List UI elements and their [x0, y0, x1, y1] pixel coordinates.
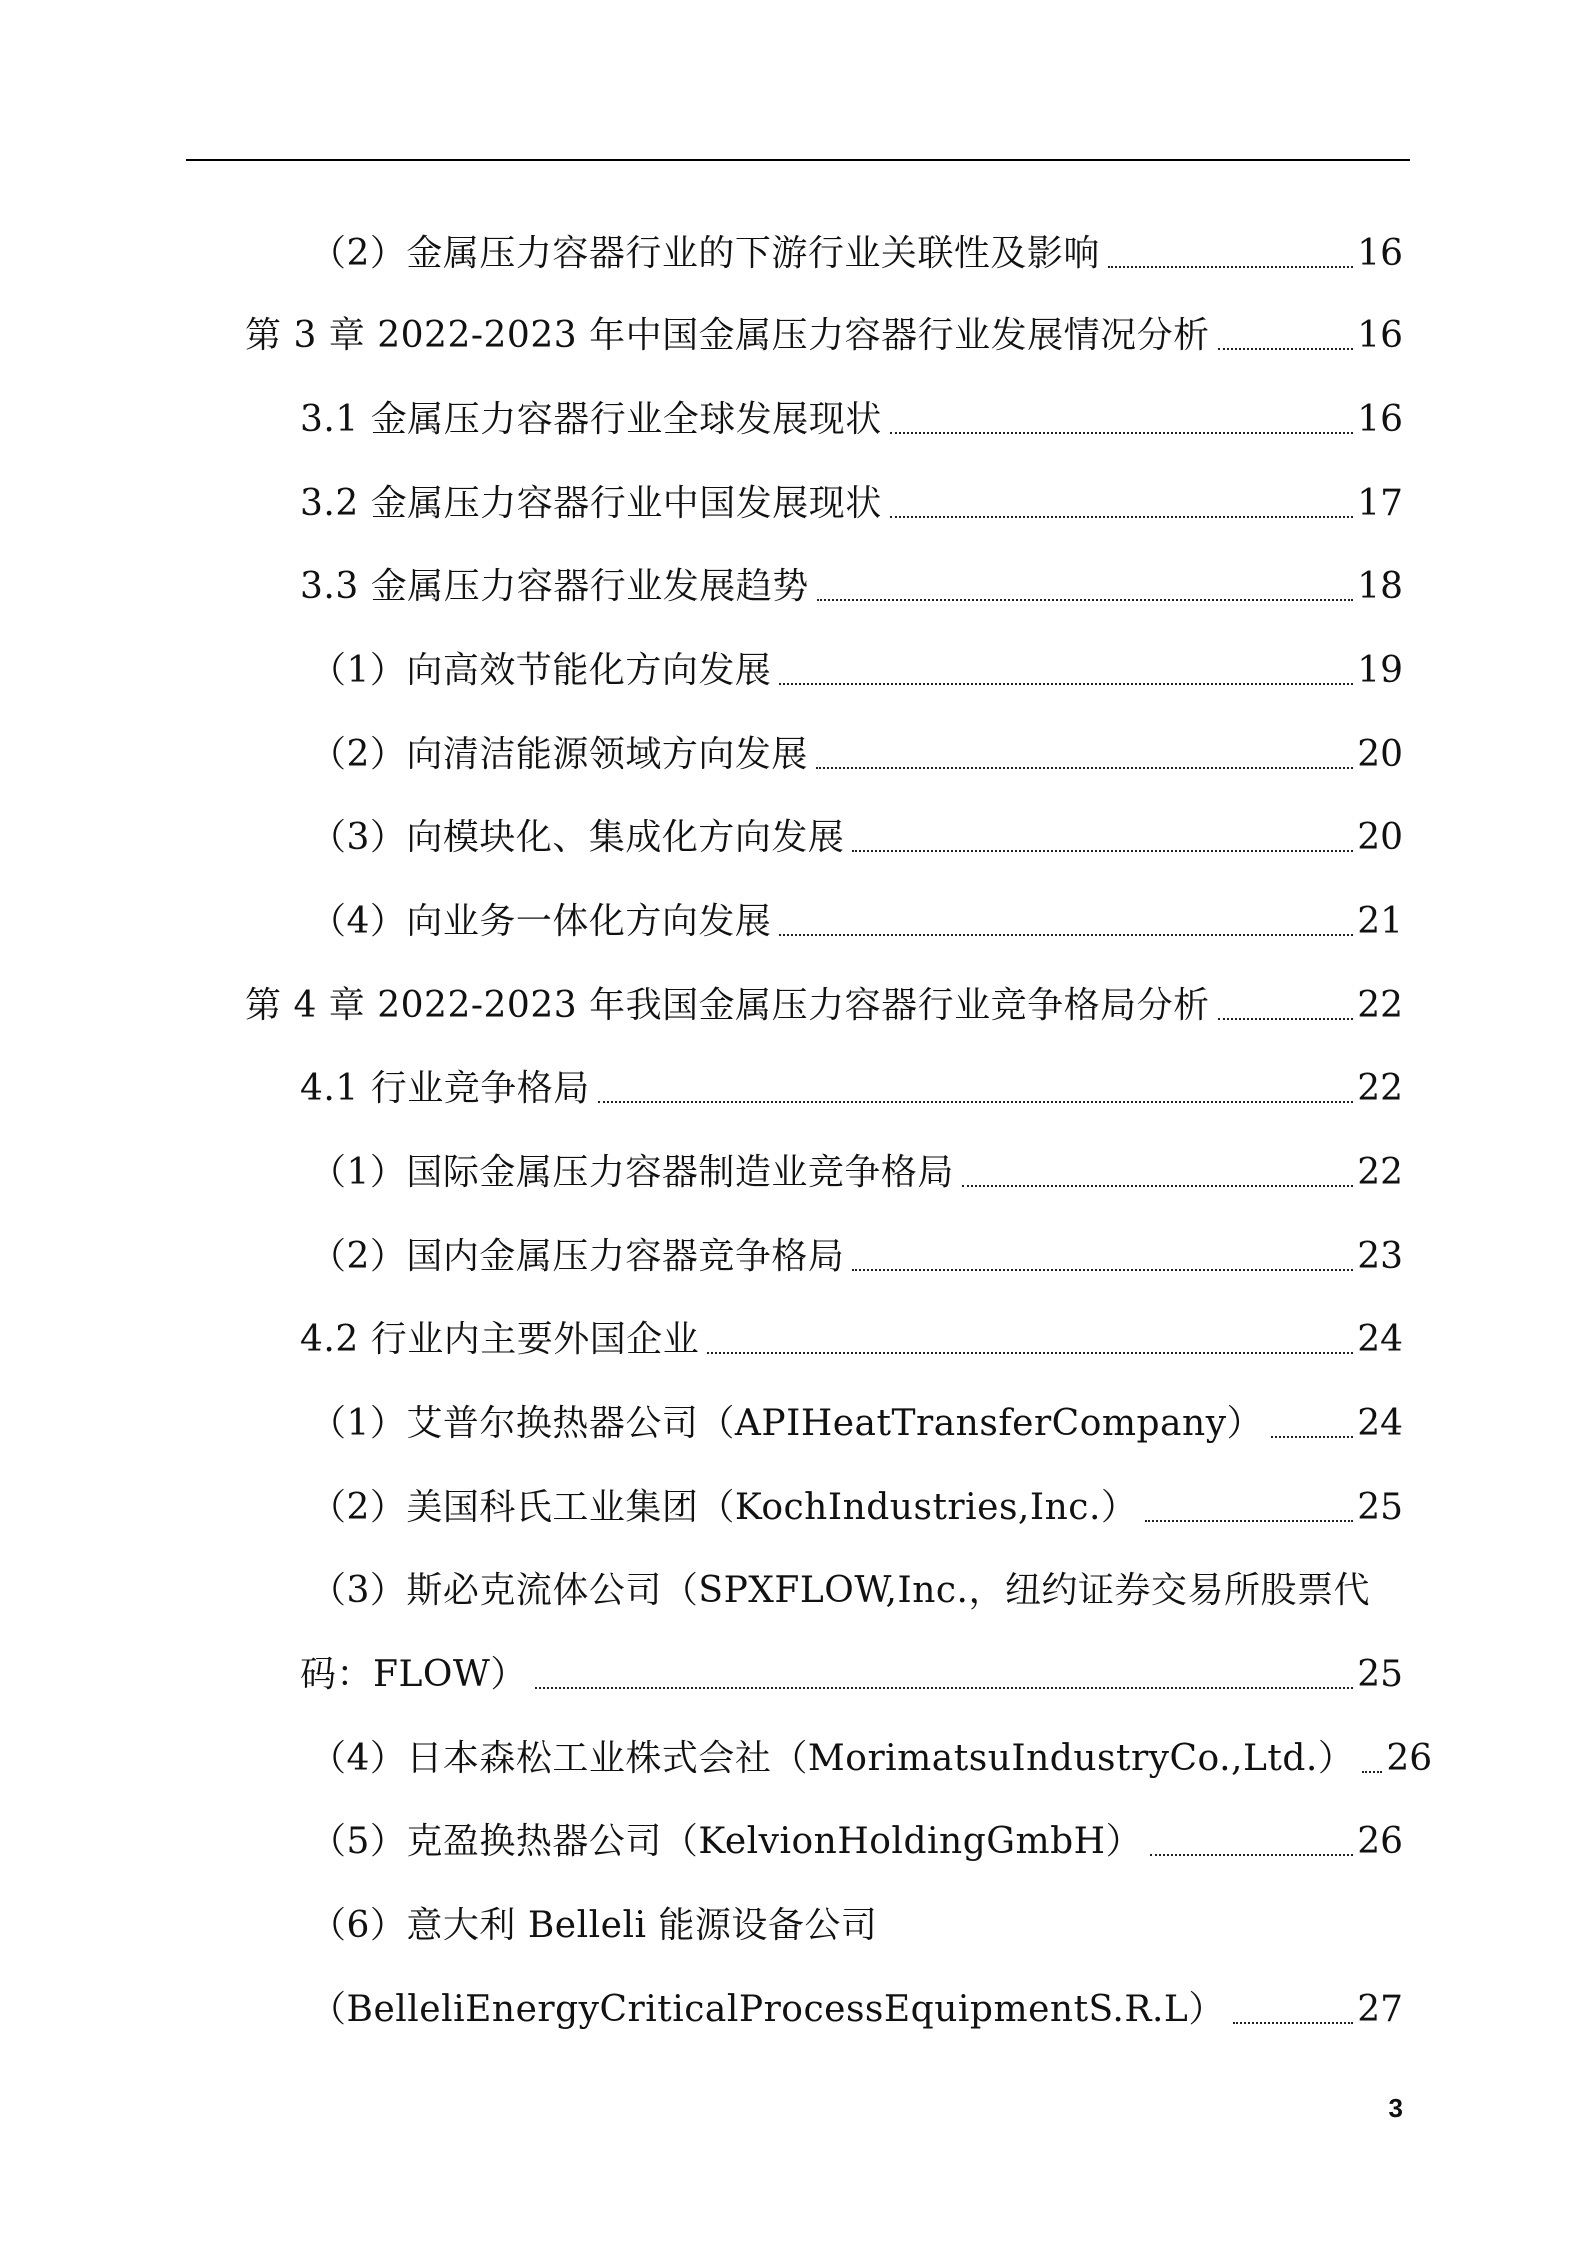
toc-entry-page: 18 — [1357, 566, 1403, 607]
toc-entry[interactable] — [310, 1478, 1403, 1538]
toc-entry-page: 25 — [1357, 1487, 1403, 1528]
toc-entry-title-line[interactable]: （3）斯必克流体公司（SPXFLOW,Inc.，纽约证券交易所股票代 — [310, 1570, 1370, 1611]
toc-entry[interactable] — [310, 1729, 1433, 1789]
toc-dot-leader — [1362, 1771, 1382, 1773]
toc-dot-leader — [535, 1687, 1353, 1689]
toc-entry-page: 16 — [1357, 399, 1403, 440]
toc-dot-leader — [852, 1269, 1353, 1271]
toc-entry[interactable] — [310, 892, 1403, 952]
toc-entry-title: （2）向清洁能源领域方向发展 — [310, 734, 808, 775]
toc-dot-leader — [890, 516, 1353, 518]
toc-dot-leader — [962, 1185, 1353, 1187]
toc-entry-page: 25 — [1357, 1654, 1403, 1695]
toc-entry-title: （3）向模块化、集成化方向发展 — [310, 817, 845, 858]
toc-dot-leader — [779, 934, 1353, 936]
toc-entry-title: （1）向高效节能化方向发展 — [310, 650, 772, 691]
toc-dot-leader — [852, 850, 1353, 852]
toc-entry-page: 26 — [1357, 1821, 1403, 1862]
toc-dot-leader — [816, 767, 1353, 769]
toc-entry-page: 23 — [1357, 1236, 1403, 1277]
toc-entry[interactable] — [310, 1143, 1403, 1203]
toc-entry-title: 3.3 金属压力容器行业发展趋势 — [300, 566, 809, 607]
toc-dot-leader — [817, 599, 1353, 601]
toc-entry-title: （1）国际金属压力容器制造业竞争格局 — [310, 1152, 954, 1193]
toc-dot-leader — [1145, 1520, 1353, 1522]
toc-dot-leader — [779, 683, 1353, 685]
toc-dot-leader — [598, 1101, 1353, 1103]
toc-entry-page: 20 — [1357, 817, 1403, 858]
toc-dot-leader — [1218, 1018, 1354, 1020]
toc-entry[interactable] — [300, 1645, 1403, 1705]
toc-entry-title: （4）向业务一体化方向发展 — [310, 901, 772, 942]
toc-entry-page: 19 — [1357, 650, 1403, 691]
toc-dot-leader — [707, 1352, 1353, 1354]
toc-entry-page: 24 — [1357, 1319, 1403, 1360]
toc-entry-title: （2）美国科氏工业集团（KochIndustries,Inc.） — [310, 1487, 1138, 1528]
toc-entry[interactable] — [300, 390, 1403, 450]
toc-entry[interactable] — [310, 808, 1403, 868]
toc-entry[interactable] — [300, 1059, 1403, 1119]
toc-entry-title: 第 4 章 2022-2023 年我国金属压力容器行业竞争格局分析 — [245, 985, 1210, 1026]
toc-entry-title: （BelleliEnergyCriticalProcessEquipmentS.R.L） — [310, 1989, 1225, 2030]
toc-entry-page: 27 — [1357, 1989, 1403, 2030]
toc-entry[interactable] — [310, 1227, 1403, 1287]
toc-entry[interactable] — [245, 306, 1403, 366]
toc-entry-page: 16 — [1357, 315, 1403, 356]
toc-entry-title-line[interactable]: （6）意大利 Belleli 能源设备公司 — [310, 1905, 878, 1946]
toc-entry-page: 17 — [1357, 483, 1403, 524]
toc-entry[interactable] — [310, 1980, 1403, 2040]
toc-entry-page: 22 — [1357, 1152, 1403, 1193]
toc-entry-title: （1）艾普尔换热器公司（APIHeatTransferCompany） — [310, 1403, 1264, 1444]
page-number: 3 — [1388, 2093, 1403, 2123]
toc-dot-leader — [890, 432, 1353, 434]
toc-entry-title: 3.1 金属压力容器行业全球发展现状 — [300, 399, 882, 440]
toc-entry-title: （2）金属压力容器行业的下游行业关联性及影响 — [310, 233, 1100, 274]
toc-entry-page: 20 — [1357, 734, 1403, 775]
toc-entry[interactable] — [245, 976, 1403, 1036]
toc-entry-page: 21 — [1357, 901, 1403, 942]
toc-entry[interactable] — [300, 474, 1403, 534]
toc-entry[interactable] — [310, 224, 1403, 284]
toc-entry-title: 4.1 行业竞争格局 — [300, 1068, 590, 1109]
toc-dot-leader — [1150, 1854, 1353, 1856]
toc-entry[interactable] — [310, 1812, 1403, 1872]
toc-entry[interactable] — [310, 641, 1403, 701]
toc-entry-title: 3.2 金属压力容器行业中国发展现状 — [300, 483, 882, 524]
toc-dot-leader — [1233, 2022, 1353, 2024]
toc-entry-page: 26 — [1386, 1738, 1433, 1779]
toc-entry-page: 24 — [1357, 1403, 1403, 1444]
toc-entry-title: 4.2 行业内主要外国企业 — [300, 1319, 700, 1360]
toc-entry[interactable] — [310, 725, 1403, 785]
toc-dot-leader — [1108, 266, 1353, 268]
toc-entry-title: （2）国内金属压力容器竞争格局 — [310, 1236, 845, 1277]
toc-entry-page: 16 — [1357, 233, 1403, 274]
toc-entry[interactable] — [300, 557, 1403, 617]
toc-entry[interactable] — [310, 1394, 1403, 1454]
toc-entry[interactable] — [300, 1310, 1403, 1370]
toc-dot-leader — [1218, 348, 1354, 350]
toc-entry-page: 22 — [1357, 1068, 1403, 1109]
toc-entry-page: 22 — [1357, 985, 1403, 1026]
toc-entry-title: （4）日本森松工业株式会社（MorimatsuIndustryCo.,Ltd.） — [310, 1738, 1355, 1779]
toc-entry-title: （5）克盈换热器公司（KelvionHoldingGmbH） — [310, 1821, 1143, 1862]
toc-entry-title: 第 3 章 2022-2023 年中国金属压力容器行业发展情况分析 — [245, 315, 1210, 356]
toc-dot-leader — [1271, 1436, 1353, 1438]
toc-entry-title: 码：FLOW） — [300, 1654, 527, 1695]
